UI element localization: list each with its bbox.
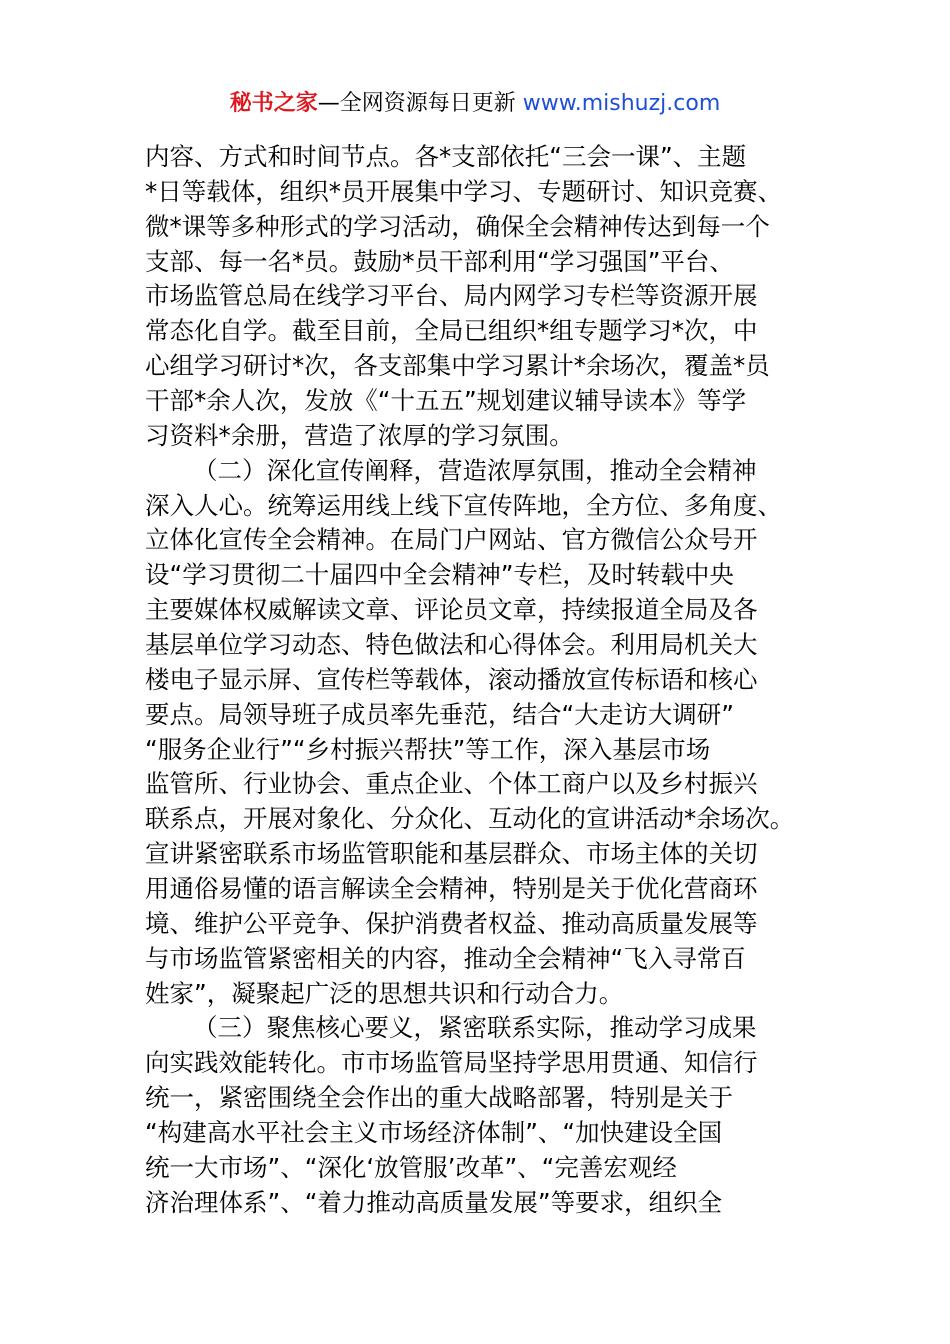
text-line: 市场监管总局在线学习平台、局内网学习专栏等资源开展 — [145, 281, 758, 311]
text-line: 统一，紧密围绕全会作出的重大战略部署，特别是关于 — [145, 1083, 733, 1113]
section-heading-line: （二）深化宣传阐释，营造浓厚氛围，推动全会精神 — [193, 455, 757, 485]
section-heading-line: （三）聚焦核心要义，紧密联系实际，推动学习成果 — [193, 1013, 757, 1043]
text-line: 立体化宣传全会精神。在局门户网站、官方微信公众号开 — [145, 525, 758, 555]
text-line: 要点。局领导班子成员率先垂范，结合“大走访大调研” — [145, 699, 734, 729]
text-line: 境、维护公平竞争、保护消费者权益、推动高质量发展等 — [145, 908, 758, 938]
text-line: 支部、每一名*员。鼓励*员干部利用“学习强国”平台、 — [145, 246, 734, 276]
text-line: 用通俗易懂的语言解读全会精神，特别是关于优化营商环 — [145, 874, 758, 904]
site-tagline: —全网资源每日更新 — [317, 91, 523, 116]
site-header — [0, 86, 950, 122]
text-line: 与市场监管紧密相关的内容，推动全会精神“飞入寻常百 — [145, 943, 746, 973]
text-line: 习资料*余册，营造了浓厚的学习氛围。 — [145, 420, 574, 450]
text-line: 设“学习贯彻二十届四中全会精神”专栏，及时转载中央 — [145, 560, 734, 590]
text-line: 联系点，开展对象化、分众化、互动化的宣讲活动*余场次。 — [145, 804, 795, 834]
site-url[interactable]: www.mishuzj.com — [522, 91, 721, 116]
text-line: 向实践效能转化。市市场监管局坚持学思用贯通、知信行 — [145, 1048, 758, 1078]
text-line: 干部*余人次，发放《“十五五”规划建议辅导读本》等学 — [145, 386, 747, 416]
text-line: 常态化自学。截至目前，全局已组织*组专题学习*次，中 — [145, 316, 758, 346]
text-line: *日等载体，组织*员开展集中学习、专题研讨、知识竞赛、 — [145, 176, 782, 206]
text-line: 楼电子显示屏、宣传栏等载体，滚动播放宣传标语和核心 — [145, 664, 758, 694]
text-line: 姓家”，凝聚起广泛的思想共识和行动合力。 — [145, 978, 624, 1008]
text-line: 统一大市场”、“深化‘放管服’改革”、“完善宏观经 — [145, 1152, 677, 1182]
document-body — [145, 140, 809, 1221]
site-brand: 秘书之家 — [229, 91, 318, 116]
text-line: 监管所、行业协会、重点企业、个体工商户以及乡村振兴 — [145, 769, 758, 799]
text-line: “构建高水平社会主义市场经济体制”、“加快建设全国 — [145, 1118, 723, 1148]
text-line: “服务企业行”“乡村振兴帮扶”等工作，深入基层市场 — [145, 734, 711, 764]
text-line: 内容、方式和时间节点。各*支部依托“三会一课”、主题 — [145, 142, 747, 171]
text-line: 基层单位学习动态、特色做法和心得体会。利用局机关大 — [145, 630, 758, 660]
text-line: 主要媒体权威解读文章、评论员文章，持续报道全局及各 — [145, 595, 758, 625]
text-line: 微*课等多种形式的学习活动，确保全会精神传达到每一个 — [145, 211, 770, 241]
text-line: 深入人心。统筹运用线上线下宣传阵地，全方位、多角度、 — [145, 490, 782, 520]
text-line: 济治理体系”、“着力推动高质量发展”等要求，组织全 — [145, 1187, 723, 1217]
text-line: 心组学习研讨*次，各支部集中学习累计*余场次，覆盖*员 — [145, 351, 770, 381]
text-line: 宣讲紧密联系市场监管职能和基层群众、市场主体的关切 — [145, 839, 758, 869]
